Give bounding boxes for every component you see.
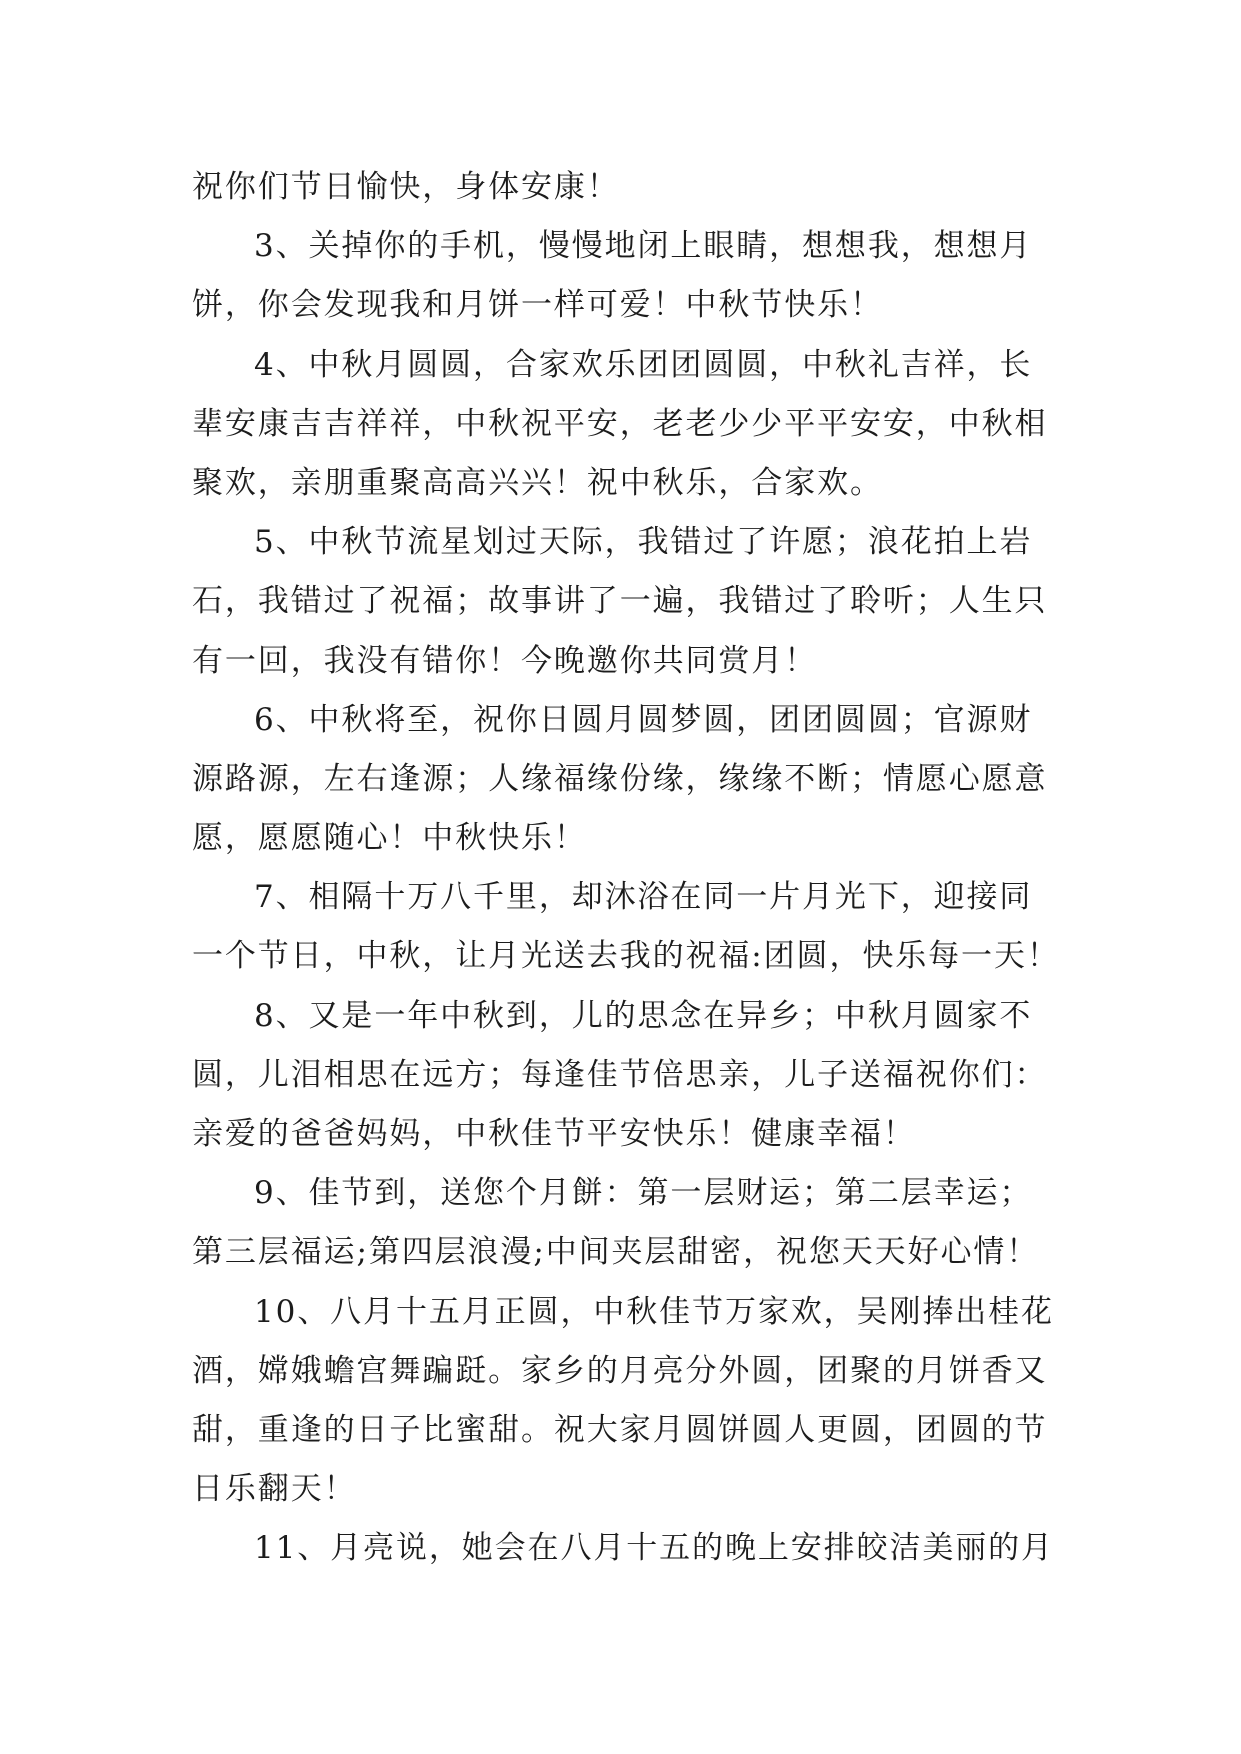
paragraph-first-line: 3、关掉你的手机，慢慢地闭上眼睛，想想我，想想月 xyxy=(254,228,1033,265)
paragraph-first-line: 9、佳节到，送您个月餅：第一层财运；第二层幸运； xyxy=(254,1175,1033,1212)
paragraph-first-line: 5、中秋节流星划过天际，我错过了许愿；浪花拍上岩 xyxy=(254,524,1033,561)
document-body xyxy=(192,158,1060,1579)
paragraph-line: 源路源，左右逢源；人缘福缘份缘，缘缘不断；情愿心愿意 xyxy=(192,760,1048,797)
paragraph-line: 愿，愿愿随心！中秋快乐！ xyxy=(192,820,587,857)
paragraph-line: 祝你们节日愉快，身体安康！ xyxy=(192,169,620,205)
paragraph-first-line: 4、中秋月圆圆，合家欢乐团团圆圆，中秋礼吉祥，长 xyxy=(254,346,1033,383)
paragraph-line: 亲爱的爸爸妈妈，中秋佳节平安快乐！健康幸福！ xyxy=(192,1116,916,1152)
paragraph-line: 辈安康吉吉祥祥，中秋祝平安，老老少少平平安安，中秋相 xyxy=(192,405,1048,442)
paragraph-first-line: 8、又是一年中秋到，儿的思念在异乡；中秋月圆家不 xyxy=(254,997,1033,1034)
paragraph-first-line: 7、相隔十万八千里，却沐浴在同一片月光下，迎接同 xyxy=(254,879,1033,916)
paragraph-first-line: 6、中秋将至，祝你日圆月圆梦圆，团团圆圆；官源财 xyxy=(254,701,1033,738)
paragraph-line: 聚欢，亲朋重聚高高兴兴！祝中秋乐，合家欢。 xyxy=(192,464,883,501)
paragraph-line: 酒，嫦娥蟾宫舞蹁跹。家乡的月亮分外圆，团聚的月饼香又 xyxy=(192,1352,1048,1389)
paragraph-line: 有一回，我没有错你！今晚邀你共同赏月！ xyxy=(192,642,818,679)
paragraph-line: 甜，重逢的日子比蜜甜。祝大家月圆饼圆人更圆，团圆的节 xyxy=(192,1411,1048,1448)
paragraph-line: 圆，儿泪相思在远方；每逢佳节倍思亲，儿子送福祝你们： xyxy=(192,1056,1048,1093)
paragraph-line: 日乐翻天！ xyxy=(192,1471,357,1508)
paragraph-line: 一个节日，中秋，让月光送去我的祝福:团圆，快乐每一天！ xyxy=(192,938,1060,975)
paragraph-first-line: 10、八月十五月正圆，中秋佳节万家欢，吴刚捧出桂花 xyxy=(254,1293,1054,1330)
paragraph-first-line: 11、月亮说，她会在八月十五的晚上安排皎洁美丽的月 xyxy=(254,1530,1054,1567)
paragraph-line: 饼，你会发现我和月饼一样可爱！中秋节快乐！ xyxy=(192,287,883,324)
paragraph-line: 石，我错过了祝福；故事讲了一遍，我错过了聆听；人生只 xyxy=(192,583,1048,620)
paragraph-line: 第三层福运;第四层浪漫;中间夹层甜密，祝您天天好心情！ xyxy=(192,1234,1040,1271)
